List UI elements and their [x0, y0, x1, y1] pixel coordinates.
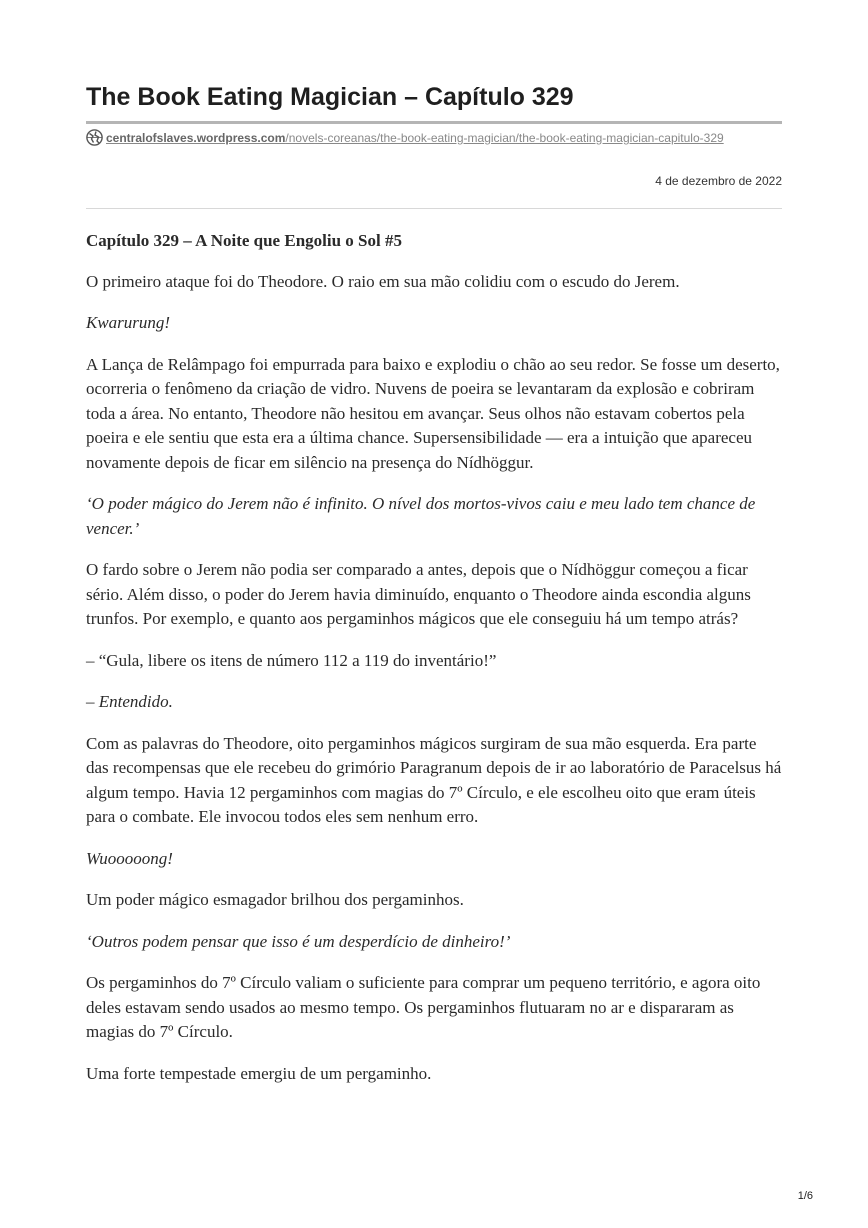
paragraph: Um poder mágico esmagador brilhou dos pergaminhos. [86, 890, 464, 909]
paragraph: Uma forte tempestade emergiu de um pergaminho. [86, 1063, 432, 1083]
paragraph-italic: Entendido. [98, 692, 173, 711]
paragraph: A Lança de Relâmpago foi empurrada para baixo e explodiu o chão ao seu redor. Se fosse um deserto, ocorreria o fenômeno da criação de vidro. Nuvens de poeira se levantaram da explosão e cobriram toda a área. No entanto, Theodore não hesitou em avançar. Seus olhos não estavam cobertos pela poeira e ele sentiu que esta era a última chance. Supersensibilidade — era a intuição que apareceu novamente depois de ficar em silêncio na presença do Nídhöggur. [86, 354, 780, 472]
publish-date: 4 de dezembro de 2022 [655, 174, 782, 188]
paragraph: O primeiro ataque foi do Theodore. O raio em sua mão colidiu com o escudo do Jerem. [86, 271, 680, 291]
page-title: The Book Eating Magician – Capítulo 329 [86, 83, 574, 111]
paragraph: O fardo sobre o Jerem não podia ser comparado a antes, depois que o Nídhöggur começou a ficar sério. Além disso, o poder do Jerem havia diminuído, enquanto o Theodore ainda escondia alguns trunfos. Por exemplo, e quanto aos pergaminhos mágicos que ele conseguiu há um tempo atrás? [86, 560, 751, 628]
source-link[interactable] [106, 131, 724, 145]
paragraph: Com as palavras do Theodore, oito pergaminhos mágicos surgiram de sua mão esquerda. Era parte das recompensas que ele recebeu do grimório Paragranum depois de ir ao laboratório de Paracelsus há algum tempo. Havia 12 pergaminhos com magias do 7º Círculo, e ele escolheu oito que eram úteis para o combate. Ele invocou todos eles sem nenhum erro. [86, 733, 782, 826]
paragraph: ‘Outros podem pensar que isso é um desperdício de dinheiro!’ [86, 931, 511, 951]
paragraph: Wuooooong! [86, 848, 173, 868]
globe-icon [86, 129, 103, 146]
paragraph: – Entendido. [86, 692, 173, 711]
paragraph: – “Gula, libere os itens de número 112 a 119 do inventário!” [86, 650, 497, 670]
source-domain: centralofslaves.wordpress.com [106, 131, 286, 145]
paragraph: Os pergaminhos do 7º Círculo valiam o suficiente para comprar um pequeno território, e agora oito deles estavam sendo usados ao mesmo tempo. Os pergaminhos flutuaram no ar e dispararam as magias do 7º Círculo. [86, 973, 761, 1041]
article-body [86, 229, 782, 1103]
source-line [86, 129, 782, 147]
source-path: /novels-coreanas/the-book-eating-magician/the-book-eating-magician-capitulo-329 [285, 131, 724, 145]
chapter-heading: Capítulo 329 – A Noite que Engoliu o Sol #5 [86, 231, 402, 250]
title-divider [86, 121, 782, 124]
page-number: 1/6 [797, 1190, 813, 1202]
paragraph: ‘O poder mágico do Jerem não é infinito. O nível dos mortos-vivos caiu e meu lado tem chance de vencer.’ [86, 494, 756, 538]
header-divider [86, 208, 782, 209]
paragraph: Kwarurung! [86, 313, 171, 332]
